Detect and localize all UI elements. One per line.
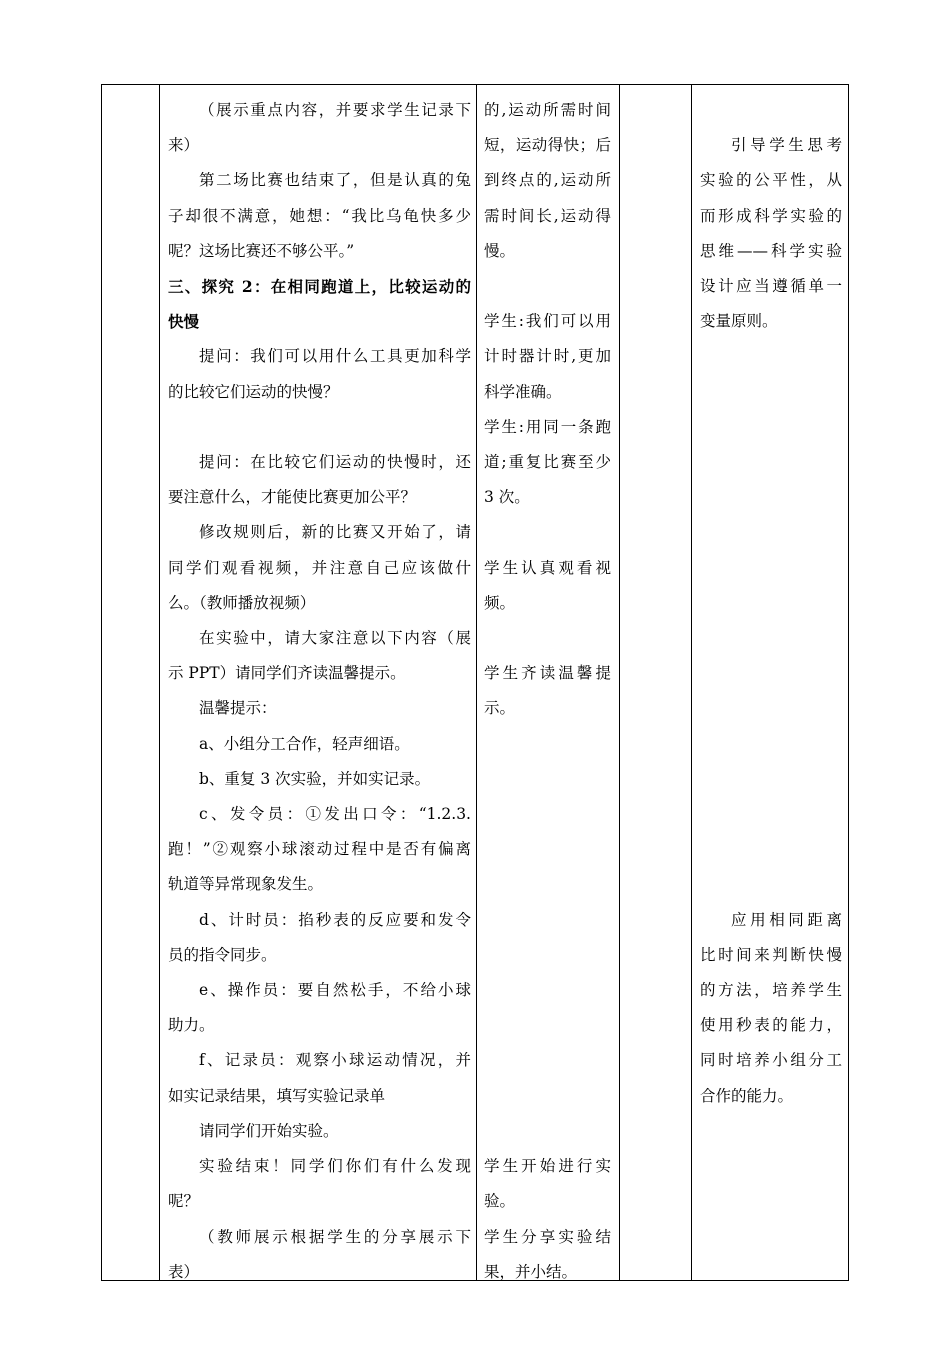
student-line: 的,运动所需时间 [484, 101, 611, 119]
student-line [484, 1008, 611, 1043]
teacher-line: 温馨提示： [199, 699, 277, 718]
intent-line [700, 656, 842, 691]
student-line [484, 1114, 611, 1149]
teacher-line: 表） [168, 1262, 200, 1281]
teacher-activity-column [168, 93, 471, 1290]
column-divider [691, 85, 692, 1280]
student-line [484, 973, 611, 1008]
student-line [484, 515, 611, 550]
intent-line [700, 93, 842, 128]
student-line: 慢。 [484, 241, 516, 260]
student-line [484, 903, 611, 938]
teacher-line: 跑！”②观察小球滚动过程中是否有偏离 [168, 840, 471, 859]
intent-line: 合作的能力。 [700, 1086, 794, 1105]
intent-line: 引导学生思考 [731, 136, 842, 155]
teacher-line: 示 PPT）请同学们齐读温馨提示。 [168, 664, 406, 683]
teacher-line: （教师展示根据学生的分享展示下 [199, 1227, 471, 1246]
column-divider [619, 85, 620, 1280]
student-line [484, 867, 611, 902]
student-line: 3 次。 [484, 488, 530, 507]
teacher-line: 如实记录结果，填写实验记录单 [168, 1086, 386, 1105]
teacher-line: f、记录员：观察小球运动情况，并 [199, 1051, 471, 1070]
student-line: 学生认真观看视 [484, 558, 611, 577]
teacher-line: c、发令员：①发出口令：“1.2.3. [199, 805, 471, 824]
teacher-line: 要注意什么，才能使比赛更加公平？ [168, 488, 417, 507]
intent-line: 而形成科学实验的 [700, 206, 842, 225]
teacher-line: 在实验中，请大家注意以下内容（展 [199, 629, 471, 648]
intent-line [700, 515, 842, 550]
student-line [484, 269, 611, 304]
student-line [484, 797, 611, 832]
student-line: 果，并小结。 [484, 1262, 578, 1281]
intent-line [700, 480, 842, 515]
teacher-line: 来） [168, 136, 200, 155]
student-line [484, 1043, 611, 1078]
student-line: 学生齐读温馨提 [484, 664, 611, 683]
intent-line: 应用相同距离 [731, 910, 842, 929]
teacher-line: b、重复 3 次实验，并如实记录。 [199, 769, 431, 788]
teacher-line: 三、探究 2：在相同跑道上，比较运动的 [168, 277, 471, 297]
intent-line [700, 762, 842, 797]
teacher-line: 提问：我们可以用什么工具更加科学 [199, 347, 471, 366]
intent-line: 同时培养小组分工 [700, 1051, 842, 1070]
teacher-line: 员的指令同步。 [168, 945, 277, 964]
column-divider [476, 85, 477, 1280]
student-line: 到终点的,运动所 [484, 171, 611, 190]
teacher-line: 助力。 [168, 1016, 215, 1035]
student-line: 短，运动得快；后 [484, 136, 611, 155]
intent-line [700, 339, 842, 374]
intent-line [700, 727, 842, 762]
intent-line: 思维——科学实验 [700, 241, 842, 260]
design-intent-column [700, 93, 842, 1114]
teacher-line: 呢？这场比赛还不够公平。” [168, 241, 355, 260]
intent-line [700, 586, 842, 621]
teacher-line: 快慢 [168, 312, 200, 332]
teacher-line: d、计时员：掐秒表的反应要和发令 [199, 910, 471, 929]
teacher-line: e、操作员：要自然松手，不给小球 [199, 981, 471, 1000]
teacher-line: 提问：在比较它们运动的快慢时，还 [199, 453, 471, 472]
teacher-line: 第二场比赛也结束了，但是认真的兔 [199, 171, 471, 190]
intent-line [700, 832, 842, 867]
intent-line: 设计应当遵循单一 [700, 277, 842, 296]
intent-line: 使用秒表的能力， [700, 1016, 842, 1035]
student-line [484, 727, 611, 762]
teacher-line: 的比较它们运动的快慢？ [168, 382, 339, 401]
student-line: 验。 [484, 1192, 516, 1211]
student-line: 学生分享实验结 [484, 1227, 611, 1246]
student-line [484, 762, 611, 797]
intent-line [700, 691, 842, 726]
student-line: 道;重复比赛至少 [484, 453, 611, 472]
student-line: 示。 [484, 699, 516, 718]
student-line [484, 938, 611, 973]
lesson-table [101, 84, 849, 1281]
teacher-line: 请同学们开始实验。 [199, 1121, 339, 1140]
teacher-line: （展示重点内容，并要求学生记录下 [199, 101, 471, 119]
intent-line [700, 375, 842, 410]
intent-line: 实验的公平性，从 [700, 171, 842, 190]
student-line: 学生:我们可以用 [484, 312, 611, 331]
intent-line [700, 410, 842, 445]
student-line: 计时器计时,更加 [484, 347, 611, 366]
student-line [484, 621, 611, 656]
teacher-line: a、小组分工合作，轻声细语。 [199, 734, 410, 753]
intent-line [700, 621, 842, 656]
teacher-line: 同学们观看视频，并注意自己应该做什 [168, 558, 471, 577]
teacher-line: 子却很不满意，她想：“我比乌龟快多少 [168, 206, 471, 225]
intent-line: 比时间来判断快慢 [700, 945, 842, 964]
column-divider [159, 85, 160, 1280]
teacher-line: 实验结束！同学们你们有什么发现 [199, 1157, 471, 1176]
student-line [484, 1079, 611, 1114]
intent-line [700, 445, 842, 480]
intent-line: 的方法，培养学生 [700, 981, 842, 1000]
intent-line [700, 551, 842, 586]
student-line: 频。 [484, 593, 516, 612]
student-line: 学生开始进行实 [484, 1157, 611, 1176]
student-line: 需时间长,运动得 [484, 206, 611, 225]
teacher-line: 轨道等异常现象发生。 [168, 875, 324, 894]
teacher-line [168, 410, 471, 445]
student-line [484, 832, 611, 867]
intent-line [700, 867, 842, 902]
teacher-line: 么。（教师播放视频） [168, 593, 316, 612]
student-activity-column [484, 93, 611, 1290]
intent-line [700, 797, 842, 832]
student-line: 科学准确。 [484, 382, 562, 401]
teacher-line: 修改规则后，新的比赛又开始了，请 [199, 523, 471, 542]
student-line: 学生:用同一条跑 [484, 417, 611, 436]
intent-line: 变量原则。 [700, 312, 778, 331]
teacher-line: 呢？ [168, 1192, 200, 1211]
